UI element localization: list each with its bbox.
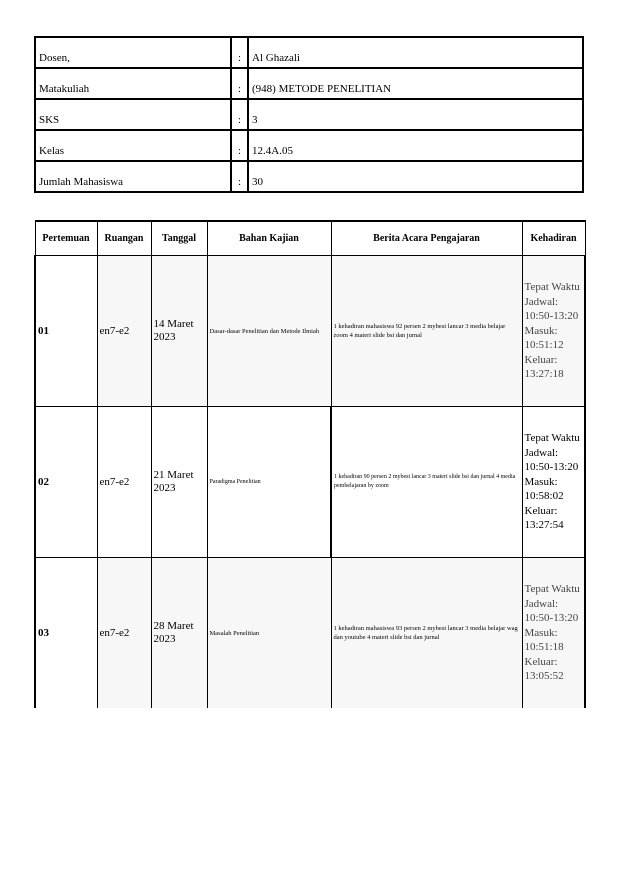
info-separator: :	[231, 161, 248, 192]
info-separator: :	[231, 130, 248, 161]
cell-ruangan: en7-e2	[97, 256, 151, 407]
cell-kehadiran: Tepat Waktu Jadwal: 10:50-13:20 Masuk: 10:58:02 Keluar: 13:27:54	[522, 407, 585, 558]
cell-pertemuan: 01	[35, 256, 97, 407]
info-label: Jumlah Mahasiswa	[35, 161, 231, 192]
cell-bahan-kajian: Masalah Penelitian	[207, 558, 331, 709]
cell-tanggal: 28 Maret 2023	[151, 558, 207, 709]
header-berita-acara: Berita Acara Pengajaran	[331, 221, 522, 256]
cell-pertemuan: 03	[35, 558, 97, 709]
info-value: 30	[248, 161, 583, 192]
cell-ruangan: en7-e2	[97, 558, 151, 709]
cell-berita-acara: 1 kehadiran mahasiswa 93 persen 2 mybest lancar 3 media belajar wag dan youtube 4 materi slide bsi dan jurnal	[331, 558, 522, 709]
info-label: SKS	[35, 99, 231, 130]
header-ruangan: Ruangan	[97, 221, 151, 256]
info-row-kelas	[35, 130, 583, 161]
info-row-sks	[35, 99, 583, 130]
info-label: Dosen,	[35, 37, 231, 68]
info-value: 3	[248, 99, 583, 130]
header-bahan-kajian: Bahan Kajian	[207, 221, 331, 256]
cell-tanggal: 14 Maret 2023	[151, 256, 207, 407]
info-separator: :	[231, 37, 248, 68]
cell-berita-acara: 1 kehadiran 90 persen 2 mybest lancar 3 materi slide bsi dan jurnal 4 media pembelajaran by zoom	[331, 407, 522, 558]
table-header-row	[35, 221, 585, 256]
info-separator: :	[231, 68, 248, 99]
header-tanggal: Tanggal	[151, 221, 207, 256]
table-row	[35, 407, 585, 558]
course-info-table	[34, 36, 584, 193]
cell-bahan-kajian: Paradigma Penelitian	[207, 407, 331, 558]
info-row-matakuliah	[35, 68, 583, 99]
cell-kehadiran: Tepat Waktu Jadwal: 10:50-13:20 Masuk: 10:51:18 Keluar: 13:05:52	[522, 558, 585, 709]
table-row	[35, 256, 585, 407]
table-row	[35, 558, 585, 709]
header-pertemuan: Pertemuan	[35, 221, 97, 256]
info-label: Matakuliah	[35, 68, 231, 99]
info-value: (948) METODE PENELITIAN	[248, 68, 583, 99]
info-row-dosen	[35, 37, 583, 68]
info-value: Al Ghazali	[248, 37, 583, 68]
cell-tanggal: 21 Maret 2023	[151, 407, 207, 558]
cell-pertemuan: 02	[35, 407, 97, 558]
info-separator: :	[231, 99, 248, 130]
info-value: 12.4A.05	[248, 130, 583, 161]
attendance-schedule-table	[34, 220, 586, 708]
cell-kehadiran: Tepat Waktu Jadwal: 10:50-13:20 Masuk: 10:51:12 Keluar: 13:27:18	[522, 256, 585, 407]
cell-bahan-kajian: Dasar-dasar Penelitian dan Metode Ilmiah	[207, 256, 331, 407]
info-label: Kelas	[35, 130, 231, 161]
cell-berita-acara: 1 kehadiran mahasiswa 92 persen 2 mybest lancar 3 media belajar zoom 4 materi slide bsi dan jurnal	[331, 256, 522, 407]
header-kehadiran: Kehadiran	[522, 221, 585, 256]
info-row-jumlah-mahasiswa	[35, 161, 583, 192]
cell-ruangan: en7-e2	[97, 407, 151, 558]
